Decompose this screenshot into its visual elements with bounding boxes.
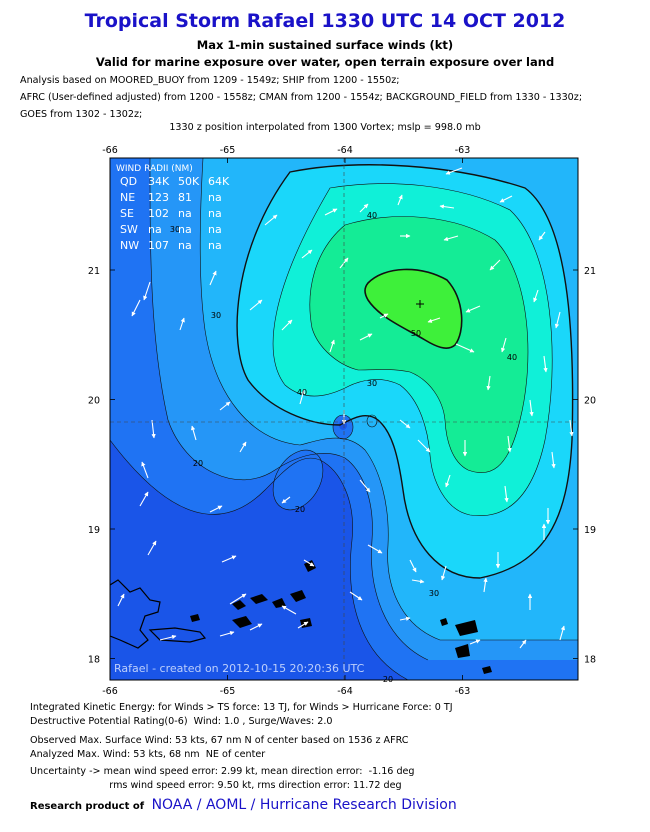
analysis-line: Analysis based on MOORED_BUOY from 1209 - 1549z; SHIP from 1200 - 1550z; xyxy=(20,75,400,86)
uncertainty-mean: Uncertainty -> mean wind speed error: 2.99 kt, mean direction error: -1.16 deg xyxy=(30,766,415,777)
lat-tick-label: 18 xyxy=(584,654,597,666)
contour-label: 20 xyxy=(382,675,394,684)
lon-tick-label: -66 xyxy=(102,145,118,156)
wind-radii-cell: na xyxy=(208,191,222,204)
contour-label: 30 xyxy=(366,379,378,388)
lon-tick-label: -64 xyxy=(337,686,353,697)
lat-tick-label: 20 xyxy=(584,395,597,407)
wind-radii-cell: SE xyxy=(120,207,134,220)
wind-radii-cell: SW xyxy=(120,223,138,236)
contour-label: 20 xyxy=(192,459,204,468)
wind-radii-cell: 102 xyxy=(148,207,169,220)
lat-tick-label: 21 xyxy=(584,266,597,277)
lat-tick-label: 19 xyxy=(584,525,597,536)
wind-radii-title: WIND RADII (NM) xyxy=(116,164,193,174)
lon-tick-label: -65 xyxy=(219,145,236,156)
contour-label: 30 xyxy=(428,589,440,598)
contour-label: 20 xyxy=(294,505,306,514)
map-credit: Rafael - created on 2012-10-15 20:20:36 UTC xyxy=(114,662,365,675)
wind-radii-header: QD xyxy=(120,175,138,188)
analysis-line: GOES from 1302 - 1302z; xyxy=(20,109,143,120)
map-subtitle-2: Valid for marine exposure over water, open terrain exposure over land xyxy=(95,55,555,69)
wind-radii-header: 50K xyxy=(178,175,200,188)
lon-tick-label: -65 xyxy=(219,686,236,697)
research-credit xyxy=(30,797,457,813)
wind-radii-header: 34K xyxy=(148,175,170,188)
wind-radii-cell: na xyxy=(178,207,192,220)
interpolation-note: 1330 z position interpolated from 1300 Vortex; mslp = 998.0 mb xyxy=(169,122,481,133)
lat-tick-label: 21 xyxy=(87,266,100,277)
dp-text: Destructive Potential Rating(0-6) Wind: 1.0 , Surge/Waves: 2.0 xyxy=(30,716,333,727)
wind-radii-cell: 123 xyxy=(148,191,169,204)
ike-text: Integrated Kinetic Energy: for Winds > TS force: 13 TJ, for Winds > Hurricane Force: 0 TJ xyxy=(30,702,453,713)
lon-tick-label: -64 xyxy=(337,145,353,156)
wind-radii-header: 64K xyxy=(208,175,230,188)
lat-tick-label: 18 xyxy=(87,654,100,666)
analyzed-max-wind: Analyzed Max. Wind: 53 kts, 68 nm NE of center xyxy=(30,749,266,760)
wind-radii-cell: na xyxy=(208,223,222,236)
contour-label: 40 xyxy=(366,211,378,220)
wind-radii-cell: NW xyxy=(120,239,140,252)
uncertainty-rms: rms wind speed error: 9.50 kt, rms direction error: 11.72 deg xyxy=(30,780,402,791)
lon-tick-label: -63 xyxy=(454,686,471,697)
map-title: Tropical Storm Rafael 1330 UTC 14 OCT 2012 xyxy=(84,10,566,32)
wind-radii-cell: na xyxy=(148,223,162,236)
map-subtitle: Max 1-min sustained surface winds (kt) xyxy=(196,38,454,52)
wind-radii-cell: 81 xyxy=(178,191,192,204)
credit-org: NOAA / AOML / Hurricane Research Division xyxy=(151,797,457,813)
contour-label: 30 xyxy=(169,225,181,234)
observed-max-wind: Observed Max. Surface Wind: 53 kts, 67 nm N of center based on 1536 z AFRC xyxy=(30,735,409,746)
lat-tick-label: 20 xyxy=(87,395,100,407)
wind-radii-cell: 107 xyxy=(148,239,169,252)
lon-tick-label: -63 xyxy=(454,145,471,156)
contour-label: 50 xyxy=(410,329,422,338)
credit-label: Research product of xyxy=(30,801,145,812)
wind-radii-cell: na xyxy=(208,207,222,220)
wind-radii-cell: na xyxy=(208,239,222,252)
wind-radii-cell: na xyxy=(178,239,192,252)
lat-tick-label: 19 xyxy=(87,525,100,536)
analysis-line: AFRC (User-defined adjusted) from 1200 - 1558z; CMAN from 1200 - 1554z; BACKGROUND_FIELD from 1330 - 1330z; xyxy=(20,92,583,103)
contour-label: 40 xyxy=(296,388,308,397)
contour-label: 40 xyxy=(506,353,518,362)
wind-radii-cell: NE xyxy=(120,191,136,204)
contour-label: 30 xyxy=(210,311,222,320)
lon-tick-label: -66 xyxy=(102,686,118,697)
wind-radii-cell: na xyxy=(178,223,192,236)
